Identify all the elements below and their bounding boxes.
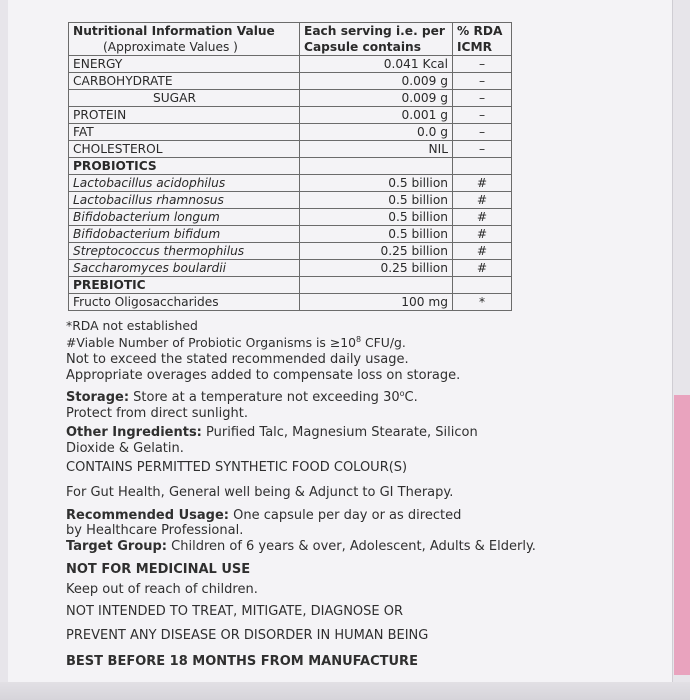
viable-note-post: CFU/g. [361,335,406,350]
probiotic-rda: # [453,226,512,243]
nutrient-name: PROTEIN [69,107,300,124]
probiotic-value: 0.5 billion [300,175,453,192]
probiotic-rda: # [453,175,512,192]
best-before: BEST BEFORE 18 MONTHS FROM MANUFACTURE [66,654,418,669]
nutrient-name: CHOLESTEROL [69,141,300,158]
empty-cell [453,277,512,294]
header-rda [453,23,512,56]
probiotic-name: Lactobacillus rhamnosus [69,192,300,209]
keep-out-note: Keep out of reach of children. [66,582,258,597]
header-col1-line2: (Approximate Values ) [103,40,238,54]
section-row-prebiotic [69,277,512,294]
table-row [69,90,512,107]
probiotic-value: 0.5 billion [300,192,453,209]
ingredients-line-2: Dioxide & Gelatin. [66,441,184,456]
storage-unit: C. [404,390,418,405]
probiotic-value: 0.5 billion [300,226,453,243]
table-row [69,226,512,243]
header-col3-line2: ICMR [457,40,492,54]
storage-label: Storage: [66,390,130,405]
ingredients-line [66,424,478,441]
empty-cell [300,158,453,175]
ingredients-label: Other Ingredients: [66,425,202,440]
header-col2-line2: Capsule contains [304,40,421,54]
nutrient-value: NIL [300,141,453,158]
header-per-capsule [300,23,453,56]
storage-text: Store at a temperature not exceeding 30 [129,390,400,405]
table-row [69,294,512,311]
table-header-row [69,23,512,56]
nutrient-name: CARBOHYDRATE [69,73,300,90]
prebiotic-value: 100 mg [300,294,453,311]
nutrient-value: 0.041 Kcal [300,56,453,73]
nutrient-value: 0.0 g [300,124,453,141]
prebiotic-rda: * [453,294,512,311]
exceed-note: Not to exceed the stated recommended daily usage. [66,352,409,367]
table-row [69,243,512,260]
nutrient-name: FAT [69,124,300,141]
table-row [69,56,512,73]
target-line [66,538,536,555]
usage-line-2: by Healthcare Professional. [66,523,244,538]
nutrient-rda: – [453,73,512,90]
probiotic-value: 0.25 billion [300,243,453,260]
nutrient-rda: – [453,56,512,73]
probiotic-rda: # [453,209,512,226]
probiotic-rda: # [453,260,512,277]
probiotic-value: 0.25 billion [300,260,453,277]
header-nutritional-info [69,23,300,56]
table-row [69,107,512,124]
header-col1-line1: Nutritional Information Value [73,24,275,38]
table-row [69,209,512,226]
purpose-note: For Gut Health, General well being & Adjunct to GI Therapy. [66,485,454,500]
not-intended-2: PREVENT ANY DISEASE OR DISORDER IN HUMAN BEING [66,628,429,643]
empty-cell [453,158,512,175]
probiotic-name: Lactobacillus acidophilus [69,175,300,192]
table-row [69,141,512,158]
nutrient-value: 0.001 g [300,107,453,124]
table-row [69,192,512,209]
header-col3-line1: % RDA [457,24,503,38]
target-label: Target Group: [66,539,168,554]
nutrient-value: 0.009 g [300,90,453,107]
table-row [69,175,512,192]
table-row [69,73,512,90]
section-row-probiotics [69,158,512,175]
probiotic-name: Saccharomyces boulardii [69,260,300,277]
colour-note: CONTAINS PERMITTED SYNTHETIC FOOD COLOUR(S) [66,460,408,475]
usage-label: Recommended Usage: [66,508,229,523]
target-text: Children of 6 years & over, Adolescent, Adults & Elderly. [167,539,536,554]
probiotic-rda: # [453,243,512,260]
storage-line-2: Protect from direct sunlight. [66,406,248,421]
prebiotic-name: Fructo Oligosaccharides [69,294,300,311]
viable-note-exponent: 8 [355,335,362,344]
table-row [69,124,512,141]
not-intended-1: NOT INTENDED TO TREAT, MITIGATE, DIAGNOSE OR [66,604,404,619]
probiotic-name: Streptococcus thermophilus [69,243,300,260]
header-col2-line1: Each serving i.e. per [304,24,445,38]
nutrient-name: ENERGY [69,56,300,73]
probiotic-name: Bifidobacterium longum [69,209,300,226]
usage-text: One capsule per day or as directed [228,508,462,523]
nutrient-name: SUGAR [69,90,300,107]
probiotic-rda: # [453,192,512,209]
nutrition-table [68,22,512,311]
nutrient-rda: – [453,124,512,141]
viable-note-pre: #Viable Number of Probiotic Organisms is ≥10 [66,335,356,350]
empty-cell [300,277,453,294]
section-label: PROBIOTICS [69,158,300,175]
section-label: PREBIOTIC [69,277,300,294]
probiotic-name: Bifidobacterium bifidum [69,226,300,243]
overages-note: Appropriate overages added to compensate loss on storage. [66,368,461,383]
pink-box-edge [674,395,690,675]
degree-sup: o [399,389,405,398]
nutrient-rda: – [453,107,512,124]
viable-note [66,334,406,351]
storage-line [66,389,418,406]
probiotic-value: 0.5 billion [300,209,453,226]
rda-note: *RDA not established [66,318,198,333]
table-row [69,260,512,277]
not-medicinal: NOT FOR MEDICINAL USE [66,562,251,577]
nutrient-rda: – [453,141,512,158]
bottom-shadow [0,682,690,700]
ingredients-text: Purified Talc, Magnesium Stearate, Silicon [201,425,478,440]
nutrient-value: 0.009 g [300,73,453,90]
nutrient-rda: – [453,90,512,107]
